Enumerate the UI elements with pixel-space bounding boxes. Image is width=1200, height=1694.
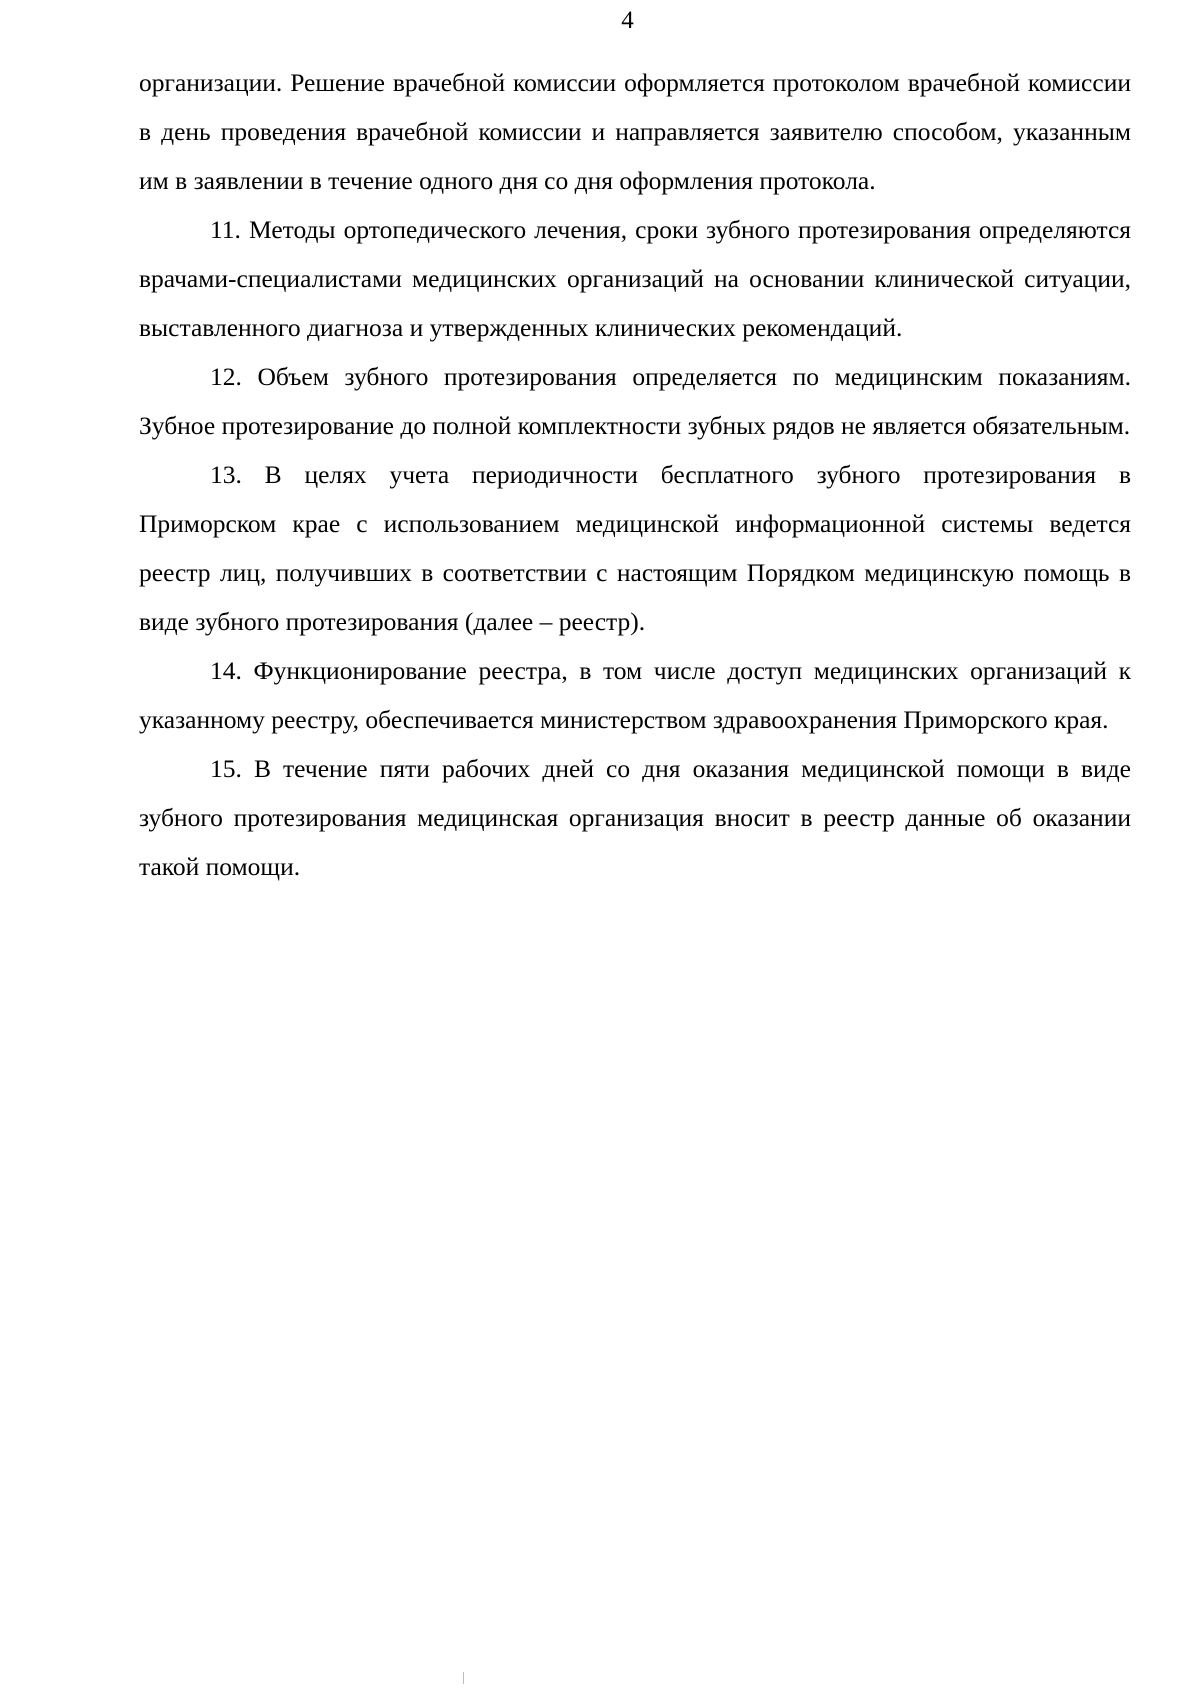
paragraph-14: 14. Функционирование реестра, в том числе доступ медицинских организаций к указанному реестру, обеспечивается министерством здравоохранения Приморского края. [139,656,1131,734]
document-body [139,58,1131,891]
paragraph-15: 15. В течение пяти рабочих дней со дня оказания медицинской помощи в виде зубного протезирования медицинская организация вносит в реестр данные об оказании такой помощи. [139,754,1131,881]
paragraph-11: 11. Методы ортопедического лечения, сроки зубного протезирования определяются врачами-специалистами медицинских организаций на основании клинической ситуации, выставленного диагноза и утвержденных клинических рекомендаций. [139,215,1131,342]
paragraph-continuation: организации. Решение врачебной комиссии оформляется протоколом врачебной комиссии в день проведения врачебной комиссии и направляется заявителю способом, указанным им в заявлении в течение одного дня со дня оформления протокола. [139,68,1131,195]
paragraph-12: 12. Объем зубного протезирования определяется по медицинским показаниям. Зубное протезирование до полной комплектности зубных рядов не является обязательным. [139,362,1131,440]
scan-artifact-mark [463,1672,464,1684]
page-number: 4 [621,7,634,34]
paragraph-13: 13. В целях учета периодичности бесплатного зубного протезирования в Приморском крае с использованием медицинской информационной системы ведется реестр лиц, получивших в соответствии с настоящим Порядком медицинскую помощь в виде зубного протезирования (далее – реестр). [139,460,1131,636]
